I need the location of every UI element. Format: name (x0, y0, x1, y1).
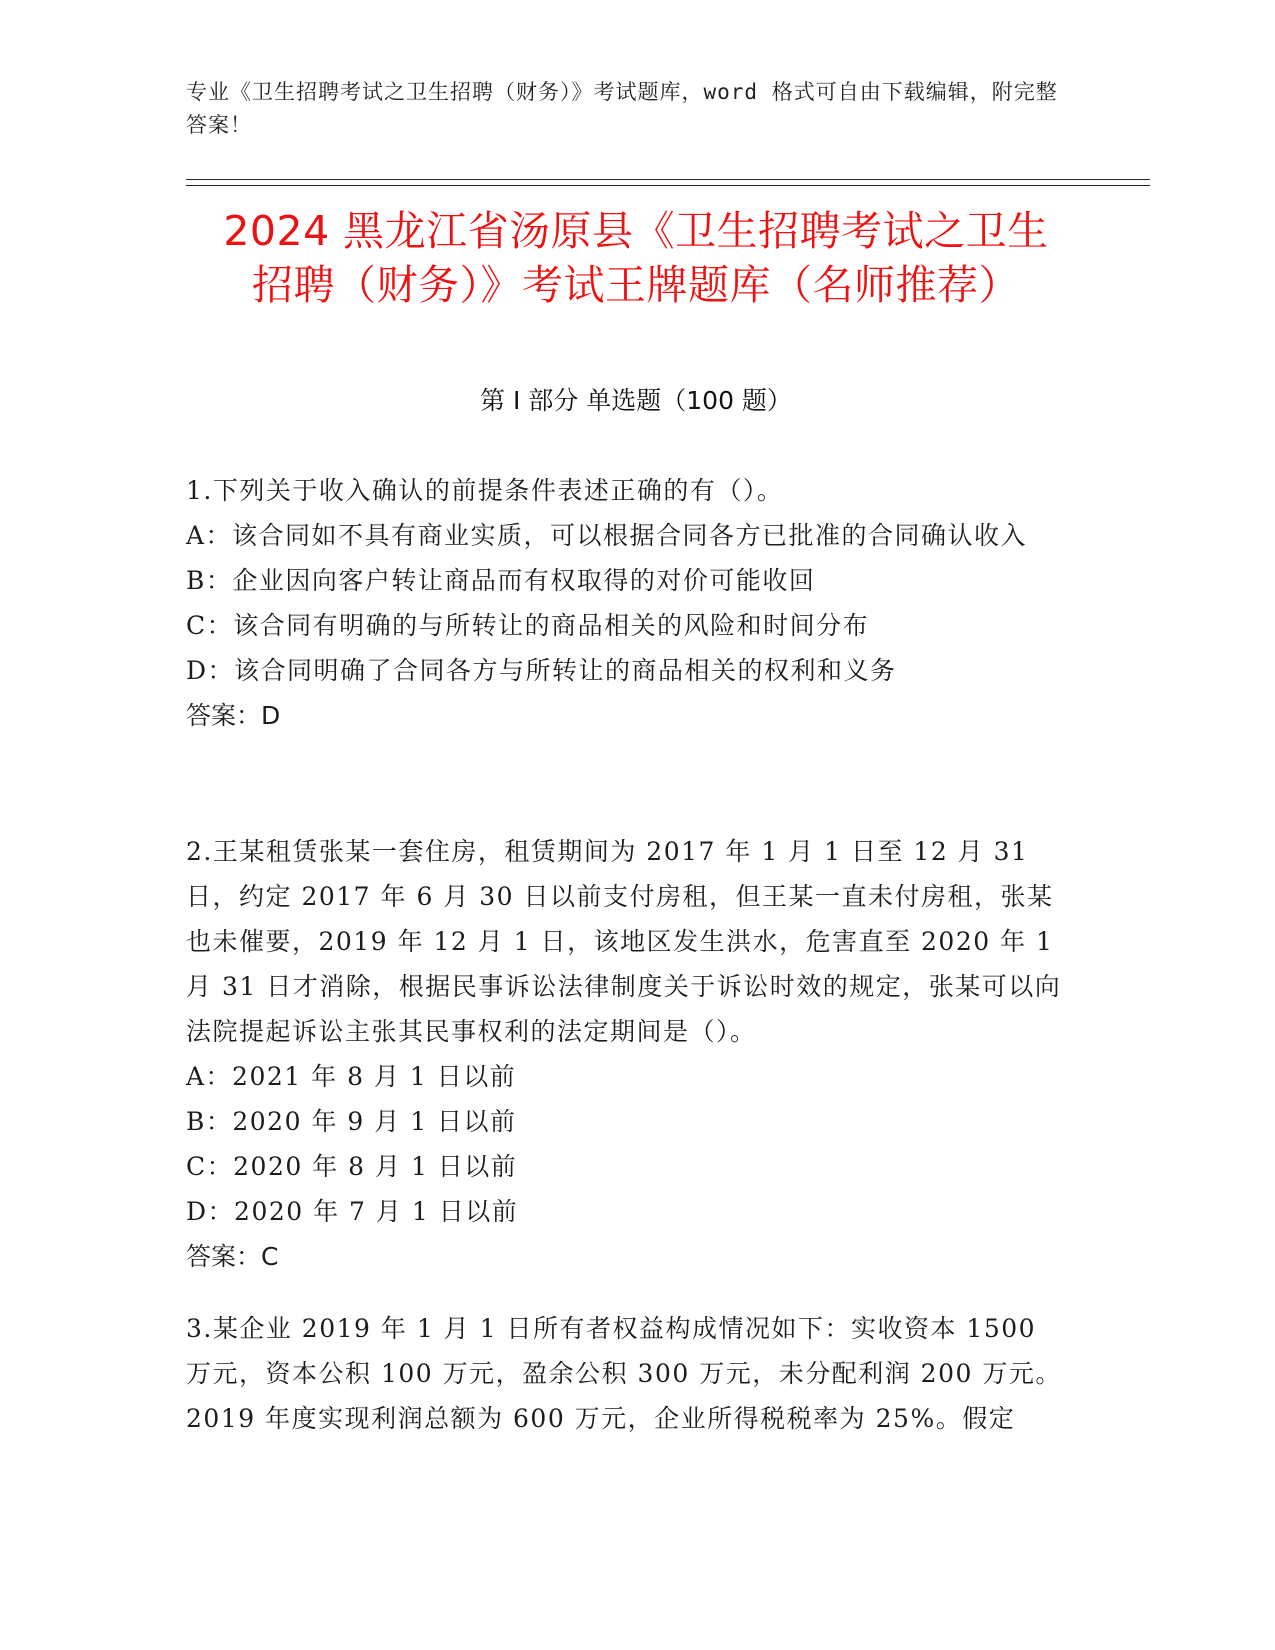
question-2 (186, 829, 1066, 1279)
option-a: A：该合同如不具有商业实质，可以根据合同各方已批准的合同确认收入 (186, 521, 1028, 550)
option-d: D：2020 年 7 月 1 日以前 (186, 1197, 519, 1226)
question-stem: 3.某企业 2019 年 1 月 1 日所有者权益构成情况如下：实收资本 1500 万元，资本公积 100 万元，盈余公积 300 万元，未分配利润 200 万元。2019 年度实现利润总额为 600 万元，企业所得税税率为 25%。假定 (186, 1314, 1062, 1433)
question-1 (186, 468, 1066, 738)
answer: 答案：C (186, 1242, 279, 1271)
header-note: 专业《卫生招聘考试之卫生招聘（财务）》考试题库，word 格式可自由下载编辑，附完整答案！ (186, 80, 1058, 137)
option-b: B：企业因向客户转让商品而有权取得的对价可能收回 (186, 566, 816, 595)
option-b: B：2020 年 9 月 1 日以前 (186, 1107, 517, 1136)
question-stem: 2.王某租赁张某一套住房，租赁期间为 2017 年 1 月 1 日至 12 月 31 日，约定 2017 年 6 月 30 日以前支付房租，但王某一直未付房租，张某也未催要，2019 年 12 月 1 日，该地区发生洪水，危害直至 2020 年 1 月 31 日才消除，根据民事诉讼法律制度关于诉讼时效的规定，张某可以向法院提起诉讼主张其民事权利的法定期间是（）。 (186, 837, 1062, 1046)
option-d: D：该合同明确了合同各方与所转让的商品相关的权利和义务 (186, 656, 897, 685)
option-a: A：2021 年 8 月 1 日以前 (186, 1062, 517, 1091)
question-stem: 1.下列关于收入确认的前提条件表述正确的有（）。 (186, 476, 784, 505)
header-rule-top (186, 179, 1150, 180)
title-line-1: 2024 黑龙江省汤原县《卫生招聘考试之卫生 (223, 207, 1049, 255)
option-c: C：2020 年 8 月 1 日以前 (186, 1152, 518, 1181)
question-3 (186, 1306, 1066, 1441)
document-title (186, 204, 1086, 312)
section-heading: 第 I 部分 单选题（100 题） (480, 386, 792, 415)
title-line-2: 招聘（财务）》考试王牌题库（名师推荐） (252, 261, 1020, 309)
option-c: C：该合同有明确的与所转让的商品相关的风险和时间分布 (186, 611, 870, 640)
header-rule-bottom (186, 185, 1150, 186)
answer: 答案：D (186, 701, 281, 730)
